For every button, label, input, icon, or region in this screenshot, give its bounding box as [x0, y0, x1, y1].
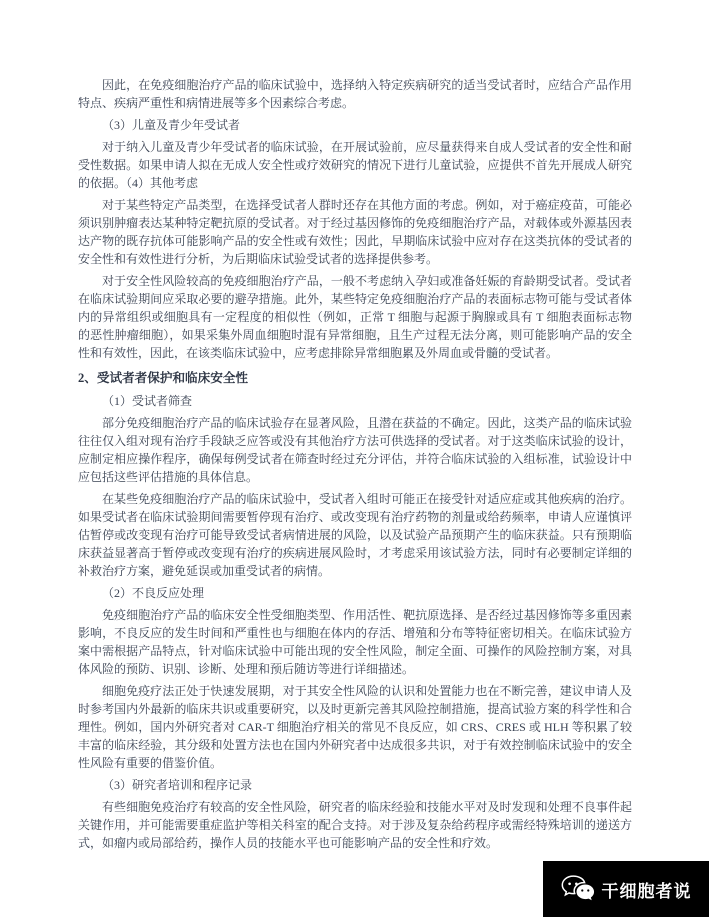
paragraph: 细胞免疫疗法正处于快速发展期，对于其安全性风险的认识和处置能力也在不断完善，建议申请人及时参考国内外最新的临床共识或重要研究，以及时更新完善其风险控制措施，提高试验方案的科学性和合理性。例如，国内外研究者对 CAR-T 细胞治疗相关的常见不良反应，如 CRS、CRES 或 HLH 等积累了较丰富的临床经验，其分级和处置方法也在国内外研究者中达成很多共识，对于有效控制临床试验中的安全性风险有重要的借鉴价值。	[78, 684, 632, 770]
section-heading: 2、受试者者保护和临床安全性	[78, 371, 249, 385]
paragraph: 因此，在免疫细胞治疗产品的临床试验中，选择纳入特定疾病研究的适当受试者时，应结合产品作用特点、疾病严重性和病情进展等多个因素综合考虑。	[78, 78, 632, 110]
paragraph: 免疫细胞治疗产品的临床安全性受细胞类型、作用活性、靶抗原选择、是否经过基因修饰等多重因素影响，不良反应的发生时间和严重性也与细胞在体内的存活、增殖和分布等特征密切相关。在临床试验方案中需根据产品特点，针对临床试验中可能出现的安全性风险，制定全面、可操作的风险控制方案，对具体风险的预防、识别、诊断、处理和预后随访等进行详细描述。	[78, 608, 632, 676]
paragraph: 对于某些特定产品类型，在选择受试者人群时还存在其他方面的考虑。例如，对于癌症疫苗，可能必须识别肿瘤表达某种特定靶抗原的受试者。对于经过基因修饰的免疫细胞治疗产品，对载体或外源基因表达产物的既存抗体可能影响产品的安全性或有效性；因此，早期临床试验中应对存在这类抗体的受试者的安全性和有效性进行分析，为后期临床试验受试者的选择提供参考。	[78, 198, 632, 266]
sub-heading: （1）受试者筛查	[102, 394, 193, 408]
watermark-label: 干细胞者说	[601, 881, 692, 901]
paragraph: 有些细胞免疫治疗有较高的安全性风险，研究者的临床经验和技能水平对及时发现和处理不良事件起关键作用，并可能需要重症监护等相关科室的配合支持。对于涉及复杂给药程序或需经特殊培训的递送方式，如瘤内或局部给药，操作人员的技能水平也可能影响产品的安全性和疗效。	[78, 800, 632, 850]
paragraph: 对于安全性风险较高的免疫细胞治疗产品，一般不考虑纳入孕妇或准备妊娠的育龄期受试者。受试者在临床试验期间应采取必要的避孕措施。此外，某些特定免疫细胞治疗产品的表面标志物可能与受试者体内的异常组织或细胞具有一定程度的相似性（例如，正常 T 细胞与起源于胸腺或具有 T 细胞表面标志物的恶性肿瘤细胞），如果采集外周血细胞时混有异常细胞，且生产过程无法分离，则可能影响产品的安全性和有效性，因此，在该类临床试验中，应考虑排除异常细胞累及外周血或骨髓的受试者。	[78, 274, 632, 360]
sub-heading: （3）研究者培训和程序记录	[102, 778, 253, 792]
paragraph: 部分免疫细胞治疗产品的临床试验存在显著风险，且潜在获益的不确定。因此，这类产品的临床试验往往仅入组对现有治疗手段缺乏应答或没有其他治疗方法可供选择的受试者。对于这类临床试验的设计，应制定相应操作程序，确保每例受试者在筛查时经过充分评估，并符合临床试验的入组标准，试验设计中应包括这些评估措施的具体信息。	[78, 416, 632, 484]
sub-heading: （2）不良反应处理	[102, 586, 205, 600]
watermark-badge	[543, 861, 709, 917]
paragraph: 对于纳入儿童及青少年受试者的临床试验，在开展试验前，应尽量获得来自成人受试者的安全性和耐受性数据。如果申请人拟在无成人安全性或疗效研究的情况下进行儿童试验，应提供不首先开展成人研究的依据。（4）其他考虑	[78, 140, 632, 190]
document-page	[78, 76, 632, 856]
sub-heading: （3）儿童及青少年受试者	[102, 118, 241, 132]
paragraph: 在某些免疫细胞治疗产品的临床试验中，受试者入组时可能正在接受针对适应症或其他疾病的治疗。如果受试者在临床试验期间需要暂停现有治疗、或改变现有治疗药物的剂量或给药频率，申请人应谨慎评估暂停或改变现有治疗可能导致受试者病情进展的风险，以及试验产品预期产生的临床获益。只有预期临床获益显著高于暂停或改变现有治疗的疾病进展风险时，才考虑采用该试验方法，同时有必要制定详细的补救治疗方案，避免延误或加重受试者的病情。	[78, 492, 632, 578]
wechat-icon	[561, 875, 595, 903]
